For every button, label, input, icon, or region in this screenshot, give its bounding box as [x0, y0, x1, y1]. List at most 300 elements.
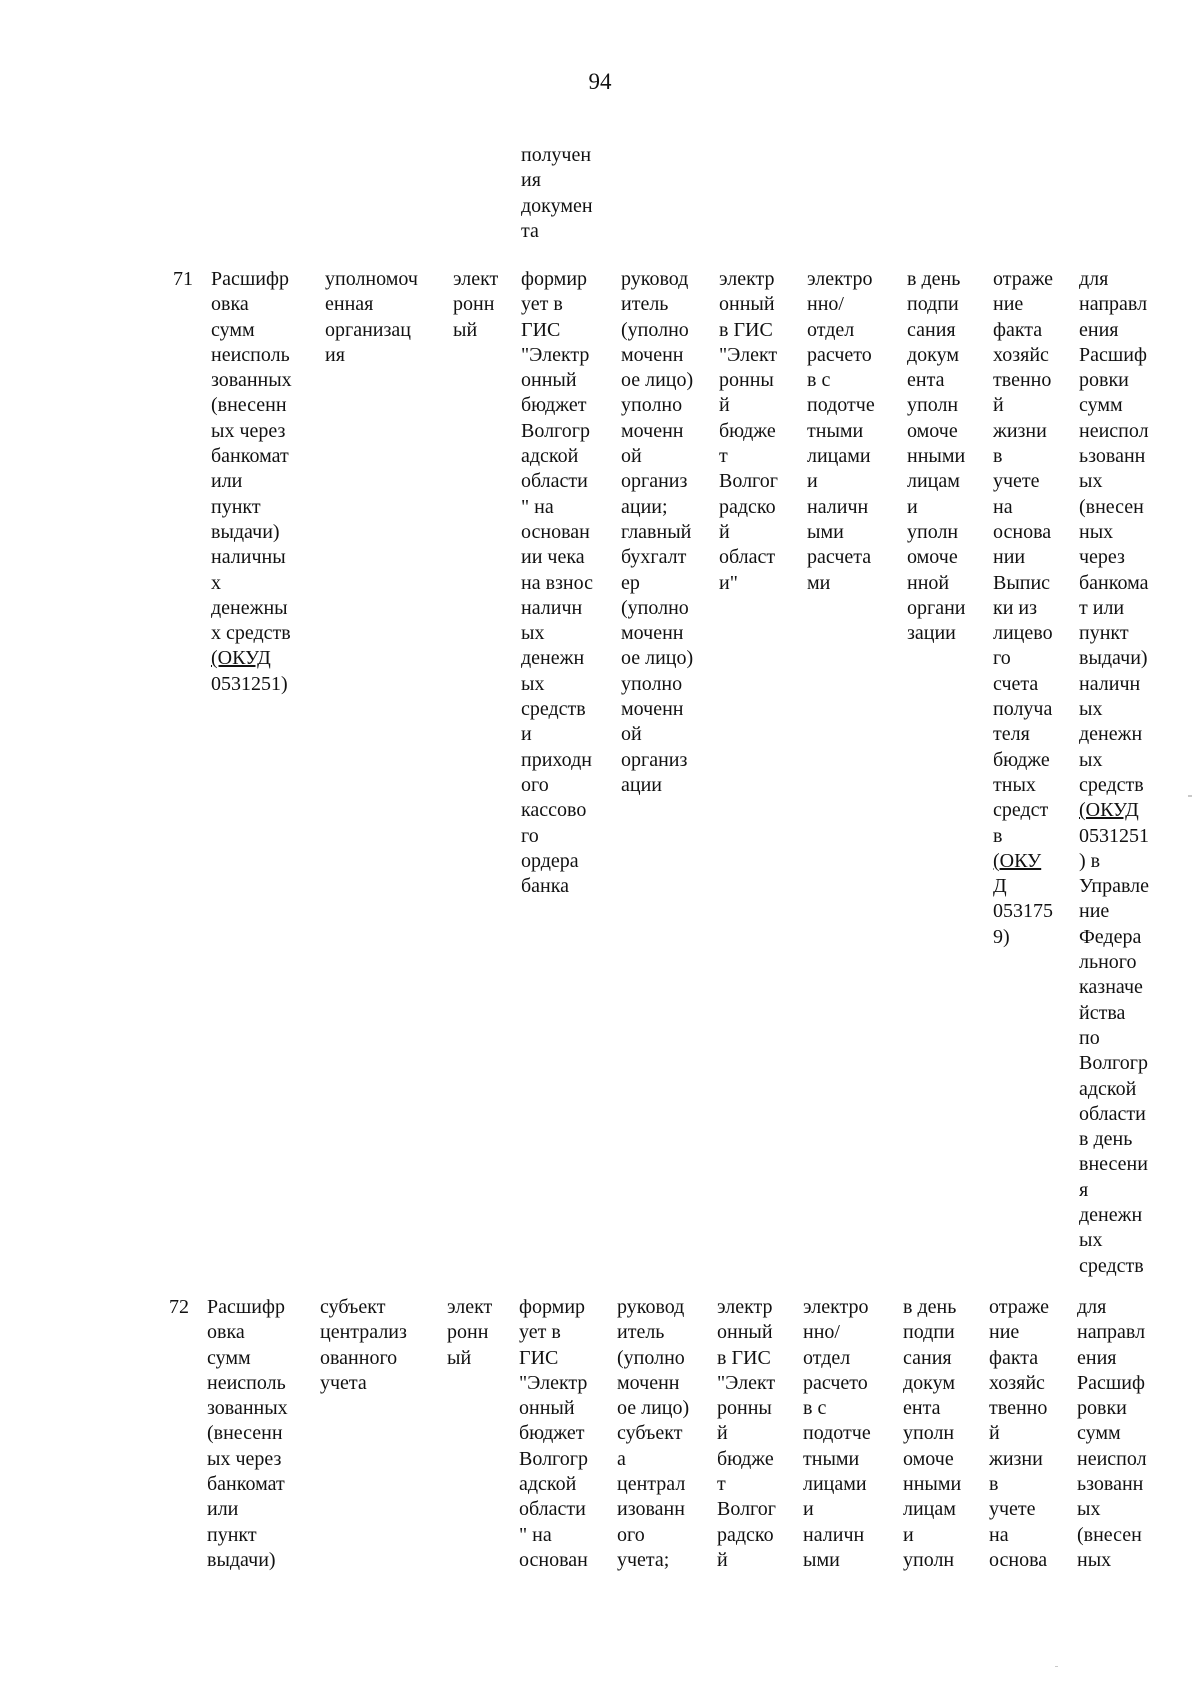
format-cell: [447, 1295, 492, 1371]
cell-line: на взнос: [521, 571, 594, 594]
cell-line: основан: [519, 1548, 588, 1571]
cell-line: й: [717, 1548, 728, 1571]
cell-line: ных: [1077, 1548, 1112, 1571]
cell-line: денежн: [521, 647, 585, 670]
cell-line: ения: [1079, 318, 1119, 341]
cell-line: электро: [803, 1296, 869, 1318]
cell-line: ордера: [521, 849, 579, 872]
cell-line: онный: [519, 1397, 575, 1420]
cell-line: моченн: [621, 698, 684, 721]
cell-line: моченн: [621, 622, 684, 645]
cell-line: для: [1079, 268, 1109, 290]
cell-line: области: [521, 470, 588, 493]
cell-line: радско: [719, 495, 776, 518]
cell-line: наличн: [521, 596, 583, 619]
cell-line: сумм: [1079, 394, 1123, 417]
cell-line: неиспол: [1077, 1447, 1147, 1470]
cell-line: ых: [1079, 748, 1103, 771]
cell-line: докум: [907, 343, 960, 366]
cell-line: уполно: [621, 394, 683, 417]
cell-line: электр: [719, 268, 775, 290]
cell-line: через: [1079, 546, 1125, 569]
cell-line: ения: [1077, 1346, 1117, 1369]
cell-line: в ГИС: [717, 1346, 771, 1369]
cell-line: органи: [907, 596, 966, 619]
cell-line: банкома: [1079, 571, 1149, 594]
cell-line: (внесен: [1079, 495, 1144, 518]
cell-line: или: [211, 470, 243, 493]
cell-line: внесени: [1079, 1153, 1148, 1176]
cell-line: денежны: [211, 596, 288, 619]
cell-line: пункт: [211, 495, 261, 518]
cell-line: твенно: [993, 369, 1052, 392]
cell-line: хозяйс: [993, 343, 1049, 366]
cell-line: (внесенн: [207, 1422, 283, 1445]
cell-line: онный: [717, 1321, 773, 1344]
cell-line: средст: [993, 799, 1049, 822]
cell-line: 0531251): [211, 672, 288, 695]
cell-line: я: [1079, 1178, 1089, 1201]
cell-line: основа: [993, 520, 1052, 543]
cell-line: ии чека: [521, 546, 585, 569]
cell-line: "Элект: [717, 1371, 776, 1394]
cell-line: ое лицо): [621, 647, 694, 670]
cell-line: нными: [907, 445, 966, 468]
cell-line: й: [989, 1422, 1000, 1445]
cell-line: лицам: [907, 470, 960, 493]
cell-line: направл: [1079, 293, 1148, 316]
cell-line: "Электр: [519, 1371, 588, 1394]
cell-line: наличн: [807, 495, 869, 518]
cell-line: ыми: [803, 1548, 840, 1571]
row-number: 72: [169, 1296, 189, 1318]
cell-line: (уполно: [621, 596, 689, 619]
cell-line: лицами: [803, 1473, 867, 1496]
cell-line: ого: [617, 1523, 645, 1546]
cell-line: ронны: [717, 1397, 772, 1420]
cell-line: неисполь: [211, 343, 290, 366]
cell-line: и: [521, 723, 532, 746]
formation-cell: [519, 1295, 588, 1573]
cell-line: Управле: [1079, 875, 1150, 898]
cell-line: нно/: [803, 1321, 840, 1344]
cell-line: (уполно: [617, 1346, 685, 1369]
cell-line: в: [993, 824, 1003, 847]
cell-line: ) в: [1079, 849, 1101, 872]
cell-line: средств: [521, 698, 586, 721]
cell-line: Федера: [1079, 925, 1142, 948]
cell-line: сания: [907, 318, 956, 341]
cell-line: адской: [519, 1473, 577, 1496]
cell-line: област: [719, 546, 776, 569]
recipient-cell: [803, 1295, 871, 1573]
cell-line: ых через: [207, 1447, 282, 1470]
cell-line: ьзованн: [1077, 1473, 1144, 1496]
cell-line: адской: [1079, 1077, 1137, 1100]
cell-line: выдачи): [1079, 647, 1148, 670]
cell-line: Волгог: [717, 1498, 776, 1521]
cell-line: ации;: [621, 495, 668, 518]
cell-line: отдел: [803, 1346, 851, 1369]
cell-line: ми: [807, 571, 831, 594]
cell-line: бюдже: [717, 1447, 774, 1470]
cell-line: й: [719, 394, 730, 417]
cell-line: ровки: [1079, 369, 1129, 392]
cell-line: организ: [621, 748, 688, 771]
signer-cell: [617, 1295, 689, 1573]
signature-form-cell: [719, 267, 778, 596]
cell-line: енная: [325, 293, 374, 316]
cell-line: пункт: [1079, 622, 1129, 645]
cell-line: 0531251: [1079, 824, 1149, 847]
cell-line: Расшифр: [207, 1296, 285, 1318]
cell-line: Волгог: [719, 470, 778, 493]
cell-line: докумен: [521, 194, 593, 217]
cell-line: Расшифр: [211, 268, 289, 290]
cell-line: ой: [621, 723, 642, 746]
cell-line: твенно: [989, 1397, 1048, 1420]
purpose-cell: [989, 1295, 1049, 1573]
cell-line: ое лицо): [617, 1397, 690, 1420]
cell-line: и: [903, 1523, 914, 1546]
cell-line: подпи: [903, 1321, 955, 1344]
cell-line: бюджет: [521, 394, 587, 417]
cell-line: денежн: [1079, 1203, 1143, 1226]
cell-line: банкомат: [207, 1473, 285, 1496]
cell-line: зованных: [211, 369, 292, 392]
cell-line: и: [803, 1498, 814, 1521]
cell-line: электр: [717, 1296, 773, 1318]
purpose-cell: [993, 267, 1053, 950]
signer-cell: [621, 267, 693, 798]
continuation-cell: [521, 143, 593, 244]
cell-line: учете: [993, 470, 1040, 493]
cell-line: средств: [1079, 1254, 1144, 1277]
cell-line: омоче: [907, 419, 958, 442]
cell-line: моченн: [621, 419, 684, 442]
cell-line: нными: [903, 1473, 962, 1496]
cell-line: неиспол: [1079, 419, 1149, 442]
cell-line: централиз: [320, 1321, 407, 1344]
cell-line: Расшиф: [1077, 1371, 1145, 1394]
cell-line: отдел: [807, 318, 855, 341]
cell-line: наличн: [803, 1523, 865, 1546]
cell-line: расчета: [807, 546, 872, 569]
cell-line: уполн: [907, 520, 959, 543]
cell-line: йства: [1079, 1001, 1126, 1024]
cell-line: моченн: [621, 343, 684, 366]
cell-line: ых: [1079, 470, 1103, 493]
cell-line: элект: [453, 268, 499, 290]
cell-line: тными: [807, 419, 864, 442]
cell-line: та: [521, 219, 539, 242]
cell-line: ГИС: [519, 1346, 559, 1369]
cell-line: руковод: [617, 1296, 685, 1318]
cell-line: бюджет: [519, 1422, 585, 1445]
cell-line: омоче: [907, 546, 958, 569]
cell-line: субъект: [320, 1296, 386, 1318]
cell-line: овка: [207, 1321, 245, 1344]
cell-line: (уполно: [621, 318, 689, 341]
cell-line: радско: [717, 1523, 774, 1546]
cell-line: области: [519, 1498, 586, 1521]
cell-line: Д: [993, 875, 1007, 898]
cell-line: ых: [1079, 1229, 1103, 1252]
cell-line: адской: [521, 445, 579, 468]
cell-line: организац: [325, 318, 411, 341]
cell-line: тными: [803, 1447, 860, 1470]
cell-line: основа: [989, 1548, 1048, 1571]
cell-line: ента: [903, 1397, 941, 1420]
cell-line: отраже: [993, 268, 1054, 290]
cell-line: ние: [993, 293, 1024, 316]
cell-line: ние: [989, 1321, 1020, 1344]
cell-line: ента: [907, 369, 945, 392]
cell-line: направл: [1077, 1321, 1146, 1344]
cell-line: т или: [1079, 596, 1125, 619]
cell-line: расчето: [807, 343, 872, 366]
cell-line: ованного: [320, 1346, 398, 1369]
cell-line: ый: [447, 1346, 472, 1369]
document-name-cell: [207, 1295, 288, 1573]
cell-line: неисполь: [207, 1371, 286, 1394]
cell-line: ия: [325, 343, 345, 366]
cell-line: ует в: [521, 293, 563, 316]
cell-line: Расшиф: [1079, 343, 1147, 366]
cell-line: нии: [993, 546, 1026, 569]
cell-line: итель: [617, 1321, 665, 1344]
cell-line: ое лицо): [621, 369, 694, 392]
cell-line: " на: [521, 495, 554, 518]
cell-line: банка: [521, 875, 570, 898]
cell-line: ый: [453, 318, 478, 341]
cell-line: " на: [519, 1523, 552, 1546]
cell-line: главный: [621, 520, 692, 543]
cell-line: зации: [907, 622, 956, 645]
cell-line: в день: [903, 1296, 957, 1318]
cell-line: го: [521, 824, 539, 847]
scan-speck: [1188, 795, 1192, 797]
cell-line: денежн: [1079, 723, 1143, 746]
cell-line: отраже: [989, 1296, 1050, 1318]
cell-line: элект: [447, 1296, 493, 1318]
cell-line: учете: [989, 1498, 1036, 1521]
cell-line: сания: [903, 1346, 952, 1369]
cell-line: ние: [1079, 900, 1110, 923]
cell-line: ых через: [211, 419, 286, 442]
cell-line: в с: [807, 369, 831, 392]
cell-line: счета: [993, 672, 1039, 695]
cell-line: в: [993, 445, 1003, 468]
cell-line: ных: [1079, 520, 1114, 543]
cell-line: централ: [617, 1473, 686, 1496]
cell-line: лицево: [993, 622, 1053, 645]
cell-line: учета: [320, 1371, 367, 1394]
cell-line: т: [719, 445, 728, 468]
cell-line: Волгогр: [521, 419, 590, 442]
cell-line: получа: [993, 698, 1053, 721]
cell-line: лицам: [903, 1498, 956, 1521]
cell-line: расчето: [803, 1371, 868, 1394]
cell-line: жизни: [989, 1447, 1043, 1470]
cell-line: ьзованн: [1079, 445, 1146, 468]
cell-line: ронн: [447, 1321, 489, 1344]
cell-line: лицами: [807, 445, 871, 468]
cell-line: (внесенн: [211, 394, 287, 417]
cell-line: сумм: [207, 1346, 251, 1369]
cell-line: (внесен: [1077, 1523, 1142, 1546]
page-number: 94: [588, 69, 612, 94]
cell-line: онный: [719, 293, 775, 316]
cell-line: уполн: [903, 1548, 955, 1571]
cell-line: хозяйс: [989, 1371, 1045, 1394]
note-cell: [1079, 267, 1149, 1279]
cell-line: льного: [1079, 951, 1137, 974]
cell-line: (ОКУД: [1079, 799, 1139, 822]
responsible-cell: [320, 1295, 407, 1396]
cell-line: ыми: [807, 520, 844, 543]
cell-line: в день: [1079, 1128, 1133, 1151]
cell-line: ГИС: [521, 318, 561, 341]
cell-line: ровки: [1077, 1397, 1127, 1420]
scan-speck: [1055, 1666, 1058, 1667]
cell-line: формир: [519, 1296, 586, 1318]
cell-line: онный: [521, 369, 577, 392]
cell-line: ых: [521, 672, 545, 695]
cell-line: Волгогр: [519, 1447, 588, 1470]
cell-line: подотче: [807, 394, 875, 417]
cell-line: нно/: [807, 293, 844, 316]
formation-cell: [521, 267, 593, 899]
cell-line: организ: [621, 470, 688, 493]
cell-line: 9): [993, 925, 1010, 948]
cell-line: основан: [521, 520, 590, 543]
cell-line: докум: [903, 1371, 956, 1394]
cell-line: банкомат: [211, 445, 289, 468]
cell-line: (ОКУД: [211, 647, 271, 670]
cell-line: электро: [807, 268, 873, 290]
cell-line: ки из: [993, 596, 1038, 619]
cell-line: пункт: [207, 1523, 257, 1546]
cell-line: уполн: [907, 394, 959, 417]
cell-line: овка: [211, 293, 249, 316]
cell-line: х: [211, 571, 221, 594]
responsible-cell: [325, 267, 418, 368]
cell-line: и": [719, 571, 738, 594]
cell-line: на: [993, 495, 1013, 518]
cell-line: тных: [993, 773, 1036, 796]
recipient-cell: [807, 267, 875, 596]
cell-line: для: [1077, 1296, 1107, 1318]
cell-line: выдачи): [207, 1548, 276, 1571]
deadline-cell: [903, 1295, 961, 1573]
cell-line: факта: [989, 1346, 1039, 1369]
cell-line: казначе: [1079, 976, 1143, 999]
cell-line: подпи: [907, 293, 959, 316]
cell-line: факта: [993, 318, 1043, 341]
cell-line: бюдже: [719, 419, 776, 442]
cell-line: в с: [803, 1397, 827, 1420]
cell-line: й: [993, 394, 1004, 417]
cell-line: й: [717, 1422, 728, 1445]
cell-line: ой: [621, 445, 642, 468]
cell-line: х средств: [211, 622, 291, 645]
cell-line: учета;: [617, 1548, 670, 1571]
cell-line: жизни: [993, 419, 1047, 442]
cell-line: Волгогр: [1079, 1052, 1148, 1075]
cell-line: руковод: [621, 268, 689, 290]
cell-line: т: [717, 1473, 726, 1496]
cell-line: в: [989, 1473, 999, 1496]
cell-line: го: [993, 647, 1011, 670]
format-cell: [453, 267, 498, 343]
cell-line: кассово: [521, 799, 587, 822]
cell-line: ации: [621, 773, 662, 796]
cell-line: теля: [993, 723, 1030, 746]
cell-line: ых: [521, 622, 545, 645]
cell-line: или: [207, 1498, 239, 1521]
cell-line: омоче: [903, 1447, 954, 1470]
cell-line: наличн: [1079, 672, 1141, 695]
cell-line: средств: [1079, 773, 1144, 796]
cell-line: уполн: [903, 1422, 955, 1445]
cell-line: и: [907, 495, 918, 518]
cell-line: на: [989, 1523, 1009, 1546]
cell-line: в ГИС: [719, 318, 773, 341]
cell-line: й: [719, 520, 730, 543]
cell-line: итель: [621, 293, 669, 316]
cell-line: выдачи): [211, 520, 280, 543]
cell-line: сумм: [1077, 1422, 1121, 1445]
cell-line: Выпис: [993, 571, 1051, 594]
note-cell: [1077, 1295, 1147, 1573]
document-name-cell: [211, 267, 292, 697]
cell-line: в день: [907, 268, 961, 290]
cell-line: ых: [1077, 1498, 1101, 1521]
cell-line: а: [617, 1447, 626, 1470]
cell-line: ых: [1079, 698, 1103, 721]
cell-line: 053175: [993, 900, 1053, 923]
cell-line: по: [1079, 1026, 1100, 1049]
cell-line: ует в: [519, 1321, 561, 1344]
cell-line: (ОКУ: [993, 849, 1042, 872]
cell-line: изованн: [617, 1498, 685, 1521]
cell-line: "Электр: [521, 343, 590, 366]
cell-line: формир: [521, 268, 588, 290]
cell-line: сумм: [211, 318, 255, 341]
cell-line: наличны: [211, 546, 286, 569]
cell-line: нной: [907, 571, 950, 594]
cell-line: приходн: [521, 748, 592, 771]
cell-line: уполно: [621, 672, 683, 695]
cell-line: бюдже: [993, 748, 1050, 771]
deadline-cell: [907, 267, 966, 646]
cell-line: моченн: [617, 1371, 680, 1394]
cell-line: уполномоч: [325, 268, 418, 290]
row-number: 71: [173, 268, 193, 290]
cell-line: ого: [521, 773, 549, 796]
cell-line: области: [1079, 1102, 1146, 1125]
cell-line: получен: [521, 144, 592, 166]
cell-line: бухгалт: [621, 546, 687, 569]
cell-line: ер: [621, 571, 640, 594]
cell-line: ия: [521, 169, 541, 192]
cell-line: зованных: [207, 1397, 288, 1420]
signature-form-cell: [717, 1295, 776, 1573]
cell-line: "Элект: [719, 343, 778, 366]
cell-line: и: [807, 470, 818, 493]
cell-line: подотче: [803, 1422, 871, 1445]
